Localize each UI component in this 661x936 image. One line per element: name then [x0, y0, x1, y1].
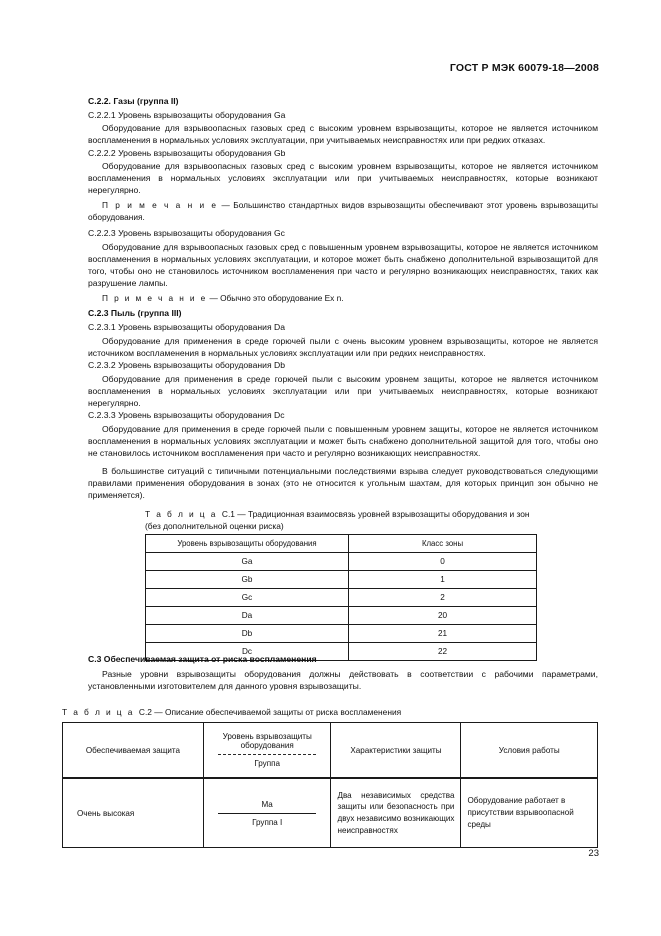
subheading-c221: С.2.2.1 Уровень взрывозащиты оборудования Ga — [88, 109, 286, 120]
heading-c3: С.3 Обеспечиваемая защита от риска воспламенения — [88, 654, 317, 664]
subheading-c222: С.2.2.2 Уровень взрывозащиты оборудования Gb — [88, 147, 286, 158]
section-c3 — [88, 654, 598, 693]
table-c2-col-protection: Обеспечиваемая защита — [63, 723, 204, 779]
heading-c23: С.2.3 Пыль (группа III) — [88, 308, 182, 319]
table-c1-cell-zone: 22 — [349, 643, 537, 661]
table-c1-cell-zone: 1 — [349, 571, 537, 589]
table-c2-cell-level-top: Ma — [261, 799, 273, 809]
table-c2-col-equipment-level — [203, 723, 331, 779]
paragraph-c232: Оборудование для применения в среде горючей пыли с высоким уровнем защиты, которое не является источником воспламенения в нормальных условиях эксплуатации или при учитываемых неисправностях, которые возникают нерегулярно. — [88, 373, 598, 408]
heading-c22: С.2.2. Газы (группа II) — [88, 96, 179, 106]
table-c2-cell-level-split — [210, 800, 325, 827]
table-c1-cell-level: Dc — [146, 643, 349, 661]
table-c1 — [145, 534, 537, 661]
page-header-standard: ГОСТ Р МЭК 60079-18—2008 — [449, 62, 599, 74]
table-c2-cell-characteristics: Два независимых средства защиты или безопасность при двух независимо возникающих неисправностях — [331, 778, 461, 848]
table-c2-col-level-divider — [218, 754, 317, 755]
table-c1-cell-zone: 0 — [349, 553, 537, 571]
note-label: П р и м е ч а н и е — [102, 292, 208, 303]
table-c1-cell-level: Gb — [146, 571, 349, 589]
table-c2-caption-number: С.2 — [138, 707, 152, 717]
table-c1-cell-level: Da — [146, 607, 349, 625]
table-c1-cell-level: Db — [146, 625, 349, 643]
table-c1-cell-level: Ga — [146, 553, 349, 571]
table-row — [146, 625, 537, 643]
table-row — [63, 778, 598, 848]
table-c2-cell-level-bottom: Группа I — [252, 817, 283, 827]
table-row — [146, 553, 537, 571]
page-number: 23 — [588, 848, 599, 859]
table-c1-col-zone-class: Класс зоны — [349, 535, 537, 553]
table-c2-col-characteristics: Характеристики защиты — [331, 723, 461, 779]
table-c2-caption-text: — Описание обеспечиваемой защиты от риска воспламенения — [154, 707, 402, 717]
table-c2-cell-conditions: Оборудование работает в присутствии взрывоопасной среды — [461, 778, 598, 848]
main-text-column — [88, 96, 598, 502]
paragraph-c223: Оборудование для взрывоопасных газовых сред с повышенным уровнем взрывозащиты, которое не является источником воспламенения в нормальных условиях эксплуатации, и которое может быть снабжено дополнительной взрывозащитой для того, чтобы оно не становилось источником воспламенения при часто и регулярно возникающих неисправностях, таких как разрушение лампы. — [88, 241, 598, 288]
table-c1-cell-zone: 21 — [349, 625, 537, 643]
table-c1-caption-text: — Традиционная взаимосвязь уровней взрывозащиты оборудования и зон (без дополнительной оценки риска) — [145, 509, 530, 532]
table-c2-caption — [62, 707, 401, 717]
subheading-c233: С.2.3.3 Уровень взрывозащиты оборудования Dc — [88, 409, 285, 420]
paragraph-c233: Оборудование для применения в среде горючей пыли с повышенным уровнем защиты, которое не является источником воспламенения в нормальных условиях эксплуатации и может быть снабжено дополнительной защитой для того, чтобы оно не становилось источником воспламенения при часто и регулярно возникающих неисправностях. — [88, 423, 598, 458]
table-c1-col-equipment-level: Уровень взрывозащиты оборудования — [146, 535, 349, 553]
subheading-c232: С.2.3.2 Уровень взрывозащиты оборудования Db — [88, 359, 285, 370]
paragraph-c222: Оборудование для взрывоопасных газовых сред с высоким уровнем взрывозащиты, которое не является источником воспламенения в нормальных условиях эксплуатации или при учитываемых неисправностях, которые возникают нерегулярно. — [88, 161, 598, 196]
table-c1-cell-zone: 20 — [349, 607, 537, 625]
table-c1-cell-zone: 2 — [349, 589, 537, 607]
subheading-c231: С.2.3.1 Уровень взрывозащиты оборудования Da — [88, 321, 285, 332]
table-c2-caption-label: Т а б л и ц а — [62, 707, 135, 717]
table-c2-header-row — [63, 723, 598, 779]
table-c2-cell-level-divider — [218, 813, 317, 814]
table-c2-cell-protection: Очень высокая — [63, 778, 204, 848]
paragraph-closing: В большинстве ситуаций с типичными потенциальными последствиями взрыва следует руководствоваться следующими правилами применения оборудования в зонах (это не относится к угольным шахтам, для которых принцип зон обычно не применяется). — [88, 465, 598, 500]
note-c223 — [88, 293, 598, 305]
note-text: — Обычно это оборудование Ex n. — [207, 292, 344, 303]
table-c1-caption-number: С.1 — [221, 509, 235, 519]
table-row — [146, 571, 537, 589]
table-c1-cell-level: Gc — [146, 589, 349, 607]
table-row — [146, 607, 537, 625]
table-c1-caption-label: Т а б л и ц а — [145, 509, 218, 519]
table-c1-header-row — [146, 535, 537, 553]
paragraph-c221: Оборудование для взрывоопасных газовых сред с высоким уровнем взрывозащиты, которое не является источником воспламенения в нормальных условиях эксплуатации, при учитываемых неисправностях или при редких отказах. — [88, 123, 598, 146]
table-c2 — [62, 722, 598, 848]
subheading-c223: С.2.2.3 Уровень взрывозащиты оборудования Gc — [88, 227, 285, 238]
table-c2-col-conditions: Условия работы — [461, 723, 598, 779]
table-c2-col-level-split — [210, 732, 325, 768]
table-c2-cell-level — [203, 778, 331, 848]
table-c2-col-level-top: Уровень взрывозащиты оборудования — [222, 732, 312, 750]
paragraph-c3: Разные уровни взрывозащиты оборудования должны действовать в соответствии с рабочими параметрами, установленными изготовителем для данного уровня взрывозащиты. — [88, 668, 598, 691]
paragraph-c231: Оборудование для применения в среде горючей пыли с очень высоким уровнем взрывозащиты, которое не является источником воспламенения в нормальных условиях эксплуатации или при редких неисправностях. — [88, 335, 598, 358]
note-c222 — [88, 200, 598, 223]
table-c2-col-level-bottom: Группа — [254, 759, 280, 768]
note-text: — Большинство стандартных видов взрывозащиты обеспечивают этот уровень взрывозащиты оборудования. — [88, 200, 598, 223]
table-row — [146, 589, 537, 607]
table-c1-caption — [145, 508, 545, 532]
note-label: П р и м е ч а н и е — [102, 200, 218, 211]
